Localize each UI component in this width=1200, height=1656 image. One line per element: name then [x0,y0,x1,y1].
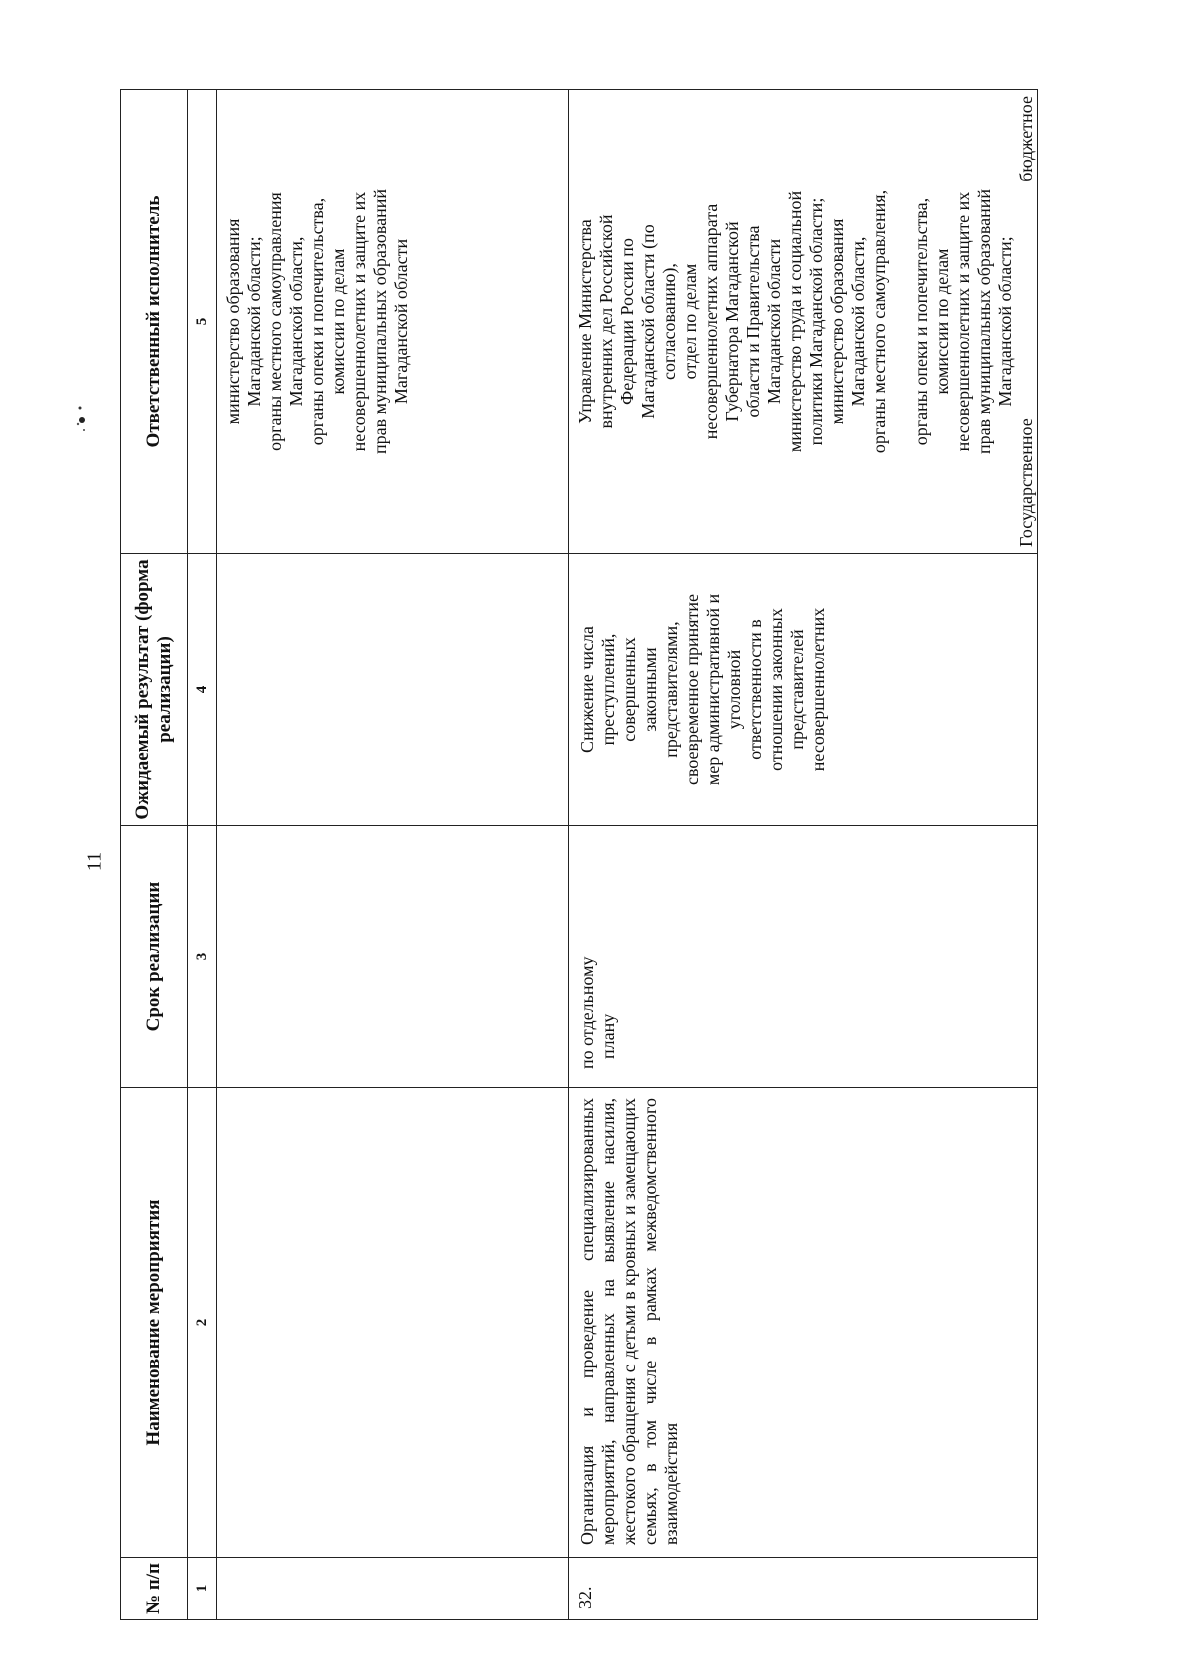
executor-last-line [1016,96,1037,547]
executor-last-right: бюджетное [1016,96,1036,182]
result-line: отношении законных [766,608,786,771]
result-line: несовершеннолетних [808,607,828,772]
term-line: плану [598,1013,618,1059]
cell-name: Организация и проведение специализированных мероприятий, направленных на выявление насилия, жестокого обращения с детьми в кровных и замещающих семьях, в том числе в рамках межведомственного взаимодействия [569,1088,1038,1558]
executor-line: несовершеннолетних и защите их [953,191,973,452]
header-result: Ожидаемый результат (форма реализации) [121,554,188,826]
executor-line: органы местного самоуправления, [869,189,889,454]
column-number-row [188,90,217,1620]
executor-line: Управление Министерства [575,219,595,424]
rotated-table-container [120,90,1036,1620]
term-line: по отдельному [577,956,597,1069]
column-number: 2 [188,1088,217,1558]
spacer [890,96,911,547]
result-line: Снижение числа [577,626,597,753]
result-line: совершенных [619,637,639,742]
events-table [120,89,1038,1620]
executor-line: комиссии по делам [328,248,348,395]
executor-line: согласованию), [659,263,679,380]
executor-line: органы местного самоуправления [265,192,285,451]
column-number: 1 [188,1558,217,1620]
executor-line: министерство образования [827,218,847,425]
executor-line: органы опеки и попечительства, [911,197,931,446]
cell-number: 32. [569,1558,1038,1620]
table-row-32 [569,90,1038,1620]
header-number: № п/п [121,1558,188,1620]
column-number: 5 [188,90,217,554]
executor-line: Губернатора Магаданской [722,221,742,422]
executor-line: Магаданской области, [848,236,868,407]
executor-line: органы опеки и попечительства, [307,197,327,446]
executor-line: прав муниципальных образований [370,188,390,455]
result-line: мер административной и [703,593,723,786]
executor-line: министерство образования [223,218,243,425]
executor-line: несовершеннолетних аппарата [701,203,721,440]
result-line: представителей [787,629,807,750]
executor-line: комиссии по делам [932,248,952,395]
executor-line: Магаданской области (по [638,224,658,419]
cell-name-empty [217,1088,569,1558]
executor-line: Федерации России по [617,238,637,405]
executor-line: отдел по делам [680,263,700,380]
cell-executor [217,90,569,554]
header-term: Срок реализации [121,826,188,1088]
header-executor: Ответственный исполнитель [121,90,188,554]
column-number: 4 [188,554,217,826]
header-row [121,90,188,1620]
result-line: ответственности в [745,619,765,760]
result-line: преступлений, [598,633,618,746]
result-line: законными [640,647,660,732]
executor-line: несовершеннолетних и защите их [349,191,369,452]
table-row-continued [217,90,569,1620]
cell-result-empty [217,554,569,826]
column-number: 3 [188,826,217,1088]
header-name: Наименование мероприятия [121,1088,188,1558]
executor-line: Магаданской области; [995,236,1015,407]
cell-term-empty [217,826,569,1088]
executor-line: политики Магаданской области; [806,197,826,446]
executor-line: Магаданской области [764,238,784,405]
cell-number-empty [217,1558,569,1620]
page-number: 11 [83,851,106,872]
scan-speck-marks [70,400,90,440]
executor-line: области и Правительства [743,225,763,418]
executor-line: Магаданской области, [286,236,306,407]
executor-line: Магаданской области; [244,236,264,407]
executor-last-left: Государственное [1016,418,1036,547]
result-line: уголовной [724,649,744,730]
result-line: представителями, [661,621,681,758]
executor-line: внутренних дел Российской [596,214,616,429]
executor-line: прав муниципальных образований [974,188,994,455]
executor-line: Магаданской области [391,238,411,405]
executor-line: министерство труда и социальной [785,190,805,453]
cell-term [569,826,1038,1088]
cell-executor [569,90,1038,554]
cell-result [569,554,1038,826]
result-line: своевременное принятие [682,593,702,786]
